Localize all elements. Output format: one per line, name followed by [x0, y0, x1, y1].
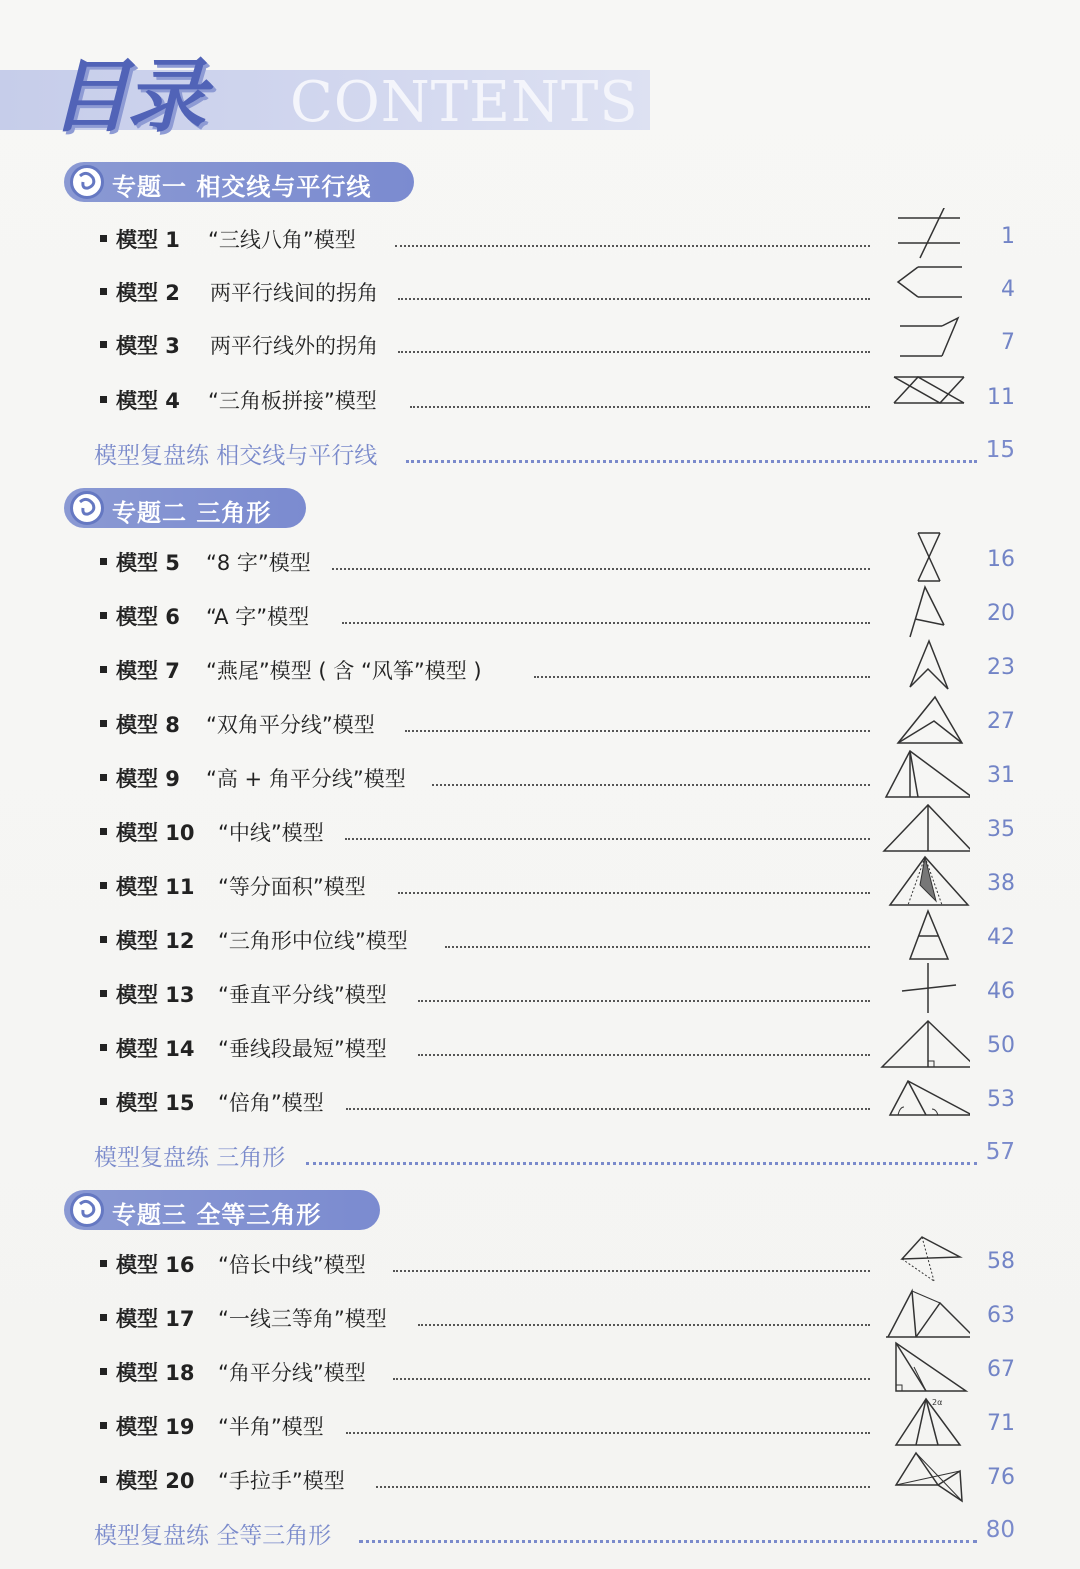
- page-number: 53: [987, 1087, 1015, 1112]
- page-number: 35: [987, 817, 1015, 842]
- leader-dots: [405, 730, 870, 732]
- toc-row[interactable]: [100, 757, 1015, 801]
- bullet: [100, 396, 107, 403]
- page-number: 63: [987, 1303, 1015, 1328]
- toc-row[interactable]: [100, 919, 1015, 963]
- toc-row[interactable]: [100, 379, 1015, 423]
- leader-dots: [393, 1378, 870, 1380]
- toc-row[interactable]: [100, 324, 1015, 368]
- leader-dots: [418, 1000, 870, 1002]
- page-number: 23: [987, 655, 1015, 680]
- model-title: “角平分线”模型: [218, 1361, 366, 1385]
- leader-dots: [398, 892, 870, 894]
- section-2-label: 专题二 三角形: [112, 499, 272, 527]
- toc-row[interactable]: [100, 1297, 1015, 1341]
- model-number: 模型 10: [116, 821, 195, 845]
- page-number: 1: [1001, 224, 1015, 249]
- toc-row[interactable]: [100, 703, 1015, 747]
- page-number: 58: [987, 1249, 1015, 1274]
- toc-row[interactable]: [100, 1351, 1015, 1395]
- leader-dots: [418, 1324, 870, 1326]
- page-number: 46: [987, 979, 1015, 1004]
- model-title: “8 字”模型: [206, 551, 311, 575]
- model-title: “倍长中线”模型: [218, 1253, 366, 1277]
- model-title: “中线”模型: [218, 821, 324, 845]
- section-1-header[interactable]: [64, 162, 414, 202]
- page-number: 57: [985, 1139, 1015, 1165]
- swirl-icon: [70, 165, 104, 199]
- model-number: 模型 15: [116, 1091, 195, 1115]
- model-title: “等分面积”模型: [218, 875, 366, 899]
- page-number: 27: [987, 709, 1015, 734]
- swirl-icon: [70, 1193, 104, 1227]
- swirl-icon: [70, 491, 104, 525]
- toc-row[interactable]: [100, 271, 1015, 315]
- model-title: “A 字”模型: [206, 605, 310, 629]
- page-number: 16: [987, 547, 1015, 572]
- bullet: [100, 1098, 107, 1105]
- review-row[interactable]: [94, 1513, 1015, 1553]
- toc-row[interactable]: [100, 865, 1015, 909]
- review-title: 模型复盘练 相交线与平行线: [94, 443, 378, 469]
- model-number: 模型 16: [116, 1253, 195, 1277]
- bullet: [100, 558, 107, 565]
- page-number: 15: [985, 437, 1015, 463]
- model-number: 模型 12: [116, 929, 195, 953]
- bullet: [100, 235, 107, 242]
- leader-dots: [410, 406, 870, 408]
- bullet: [100, 936, 107, 943]
- toc-row[interactable]: [100, 1243, 1015, 1287]
- page-number: 50: [987, 1033, 1015, 1058]
- model-title: “一线三等角”模型: [218, 1307, 387, 1331]
- bullet: [100, 828, 107, 835]
- model-number: 模型 17: [116, 1307, 195, 1331]
- review-row[interactable]: [94, 433, 1015, 473]
- page-title: 目录: [50, 50, 202, 143]
- model-number: 模型 11: [116, 875, 195, 899]
- bullet: [100, 990, 107, 997]
- model-number: 模型 1: [116, 228, 180, 252]
- leader-dots: [332, 568, 870, 570]
- page-number: 4: [1001, 277, 1015, 302]
- leader-dots: [345, 838, 870, 840]
- toc-row[interactable]: [100, 595, 1015, 639]
- page-number: 38: [987, 871, 1015, 896]
- toc-row[interactable]: [100, 1027, 1015, 1071]
- leader-dots: [359, 1540, 977, 1543]
- toc-row[interactable]: [100, 811, 1015, 855]
- model-number: 模型 6: [116, 605, 180, 629]
- toc-row[interactable]: [100, 649, 1015, 693]
- model-title: “倍角”模型: [218, 1091, 324, 1115]
- leader-dots: [445, 946, 870, 948]
- model-title: 两平行线间的拐角: [210, 281, 378, 305]
- section-2-header[interactable]: [64, 488, 306, 528]
- leader-dots: [398, 298, 870, 300]
- model-title: “双角平分线”模型: [206, 713, 375, 737]
- bullet: [100, 1044, 107, 1051]
- model-title: “垂直平分线”模型: [218, 983, 387, 1007]
- model-number: 模型 18: [116, 1361, 195, 1385]
- bullet: [100, 882, 107, 889]
- leader-dots: [376, 1486, 870, 1488]
- leader-dots: [395, 245, 870, 247]
- leader-dots: [393, 1270, 870, 1272]
- leader-dots: [432, 784, 870, 786]
- bullet: [100, 1314, 107, 1321]
- page-number: 71: [987, 1411, 1015, 1436]
- bullet: [100, 1368, 107, 1375]
- bullet: [100, 1476, 107, 1483]
- page-subtitle: CONTENTS: [290, 70, 639, 135]
- model-number: 模型 14: [116, 1037, 195, 1061]
- model-number: 模型 5: [116, 551, 180, 575]
- page-number: 42: [987, 925, 1015, 950]
- page-number: 20: [987, 601, 1015, 626]
- model-title: “半角”模型: [218, 1415, 324, 1439]
- bullet: [100, 666, 107, 673]
- section-3-header[interactable]: [64, 1190, 380, 1230]
- leader-dots: [406, 460, 977, 463]
- model-title: 两平行线外的拐角: [210, 334, 378, 358]
- bullet: [100, 720, 107, 727]
- bullet: [100, 774, 107, 781]
- page-number: 31: [987, 763, 1015, 788]
- leader-dots: [534, 676, 870, 678]
- bullet: [100, 288, 107, 295]
- half-angle-label: 2α: [932, 1398, 943, 1407]
- toc-row[interactable]: [100, 1398, 1015, 1449]
- page-number: 67: [987, 1357, 1015, 1382]
- model-number: 模型 8: [116, 713, 180, 737]
- bullet: [100, 341, 107, 348]
- review-title: 模型复盘练 三角形: [94, 1145, 286, 1171]
- bullet: [100, 1422, 107, 1429]
- page-number: 11: [987, 385, 1015, 410]
- page-number: 76: [987, 1465, 1015, 1490]
- toc-row[interactable]: [100, 1459, 1015, 1503]
- model-number: 模型 9: [116, 767, 180, 791]
- model-number: 模型 4: [116, 389, 180, 413]
- leader-dots: [342, 622, 870, 624]
- review-title: 模型复盘练 全等三角形: [94, 1523, 332, 1549]
- bullet: [100, 612, 107, 619]
- section-3-label: 专题三 全等三角形: [112, 1201, 322, 1229]
- model-title: “高 + 角平分线”模型: [206, 767, 406, 791]
- toc-row[interactable]: [100, 541, 1015, 585]
- bullet: [100, 1260, 107, 1267]
- page-number: 80: [985, 1517, 1015, 1543]
- model-title: “三角板拼接”模型: [208, 389, 377, 413]
- model-number: 模型 13: [116, 983, 195, 1007]
- leader-dots: [346, 1432, 870, 1434]
- leader-dots: [346, 1108, 870, 1110]
- leader-dots: [306, 1162, 977, 1165]
- model-title: “三角形中位线”模型: [218, 929, 408, 953]
- review-row[interactable]: [94, 1135, 1015, 1175]
- toc-row[interactable]: [100, 1081, 1015, 1125]
- model-number: 模型 7: [116, 659, 180, 683]
- model-number: 模型 3: [116, 334, 180, 358]
- model-number: 模型 2: [116, 281, 180, 305]
- model-number: 模型 19: [116, 1415, 195, 1439]
- model-title: “三线八角”模型: [208, 228, 356, 252]
- model-title: “手拉手”模型: [218, 1469, 345, 1493]
- leader-dots: [398, 351, 870, 353]
- leader-dots: [418, 1054, 870, 1056]
- toc-row[interactable]: [100, 973, 1015, 1017]
- page-number: 7: [1001, 330, 1015, 355]
- model-number: 模型 20: [116, 1469, 195, 1493]
- toc-row[interactable]: [100, 218, 1015, 262]
- section-1-label: 专题一 相交线与平行线: [112, 173, 372, 201]
- model-title: “燕尾”模型 ( 含 “风筝”模型 ): [206, 659, 482, 683]
- model-title: “垂线段最短”模型: [218, 1037, 387, 1061]
